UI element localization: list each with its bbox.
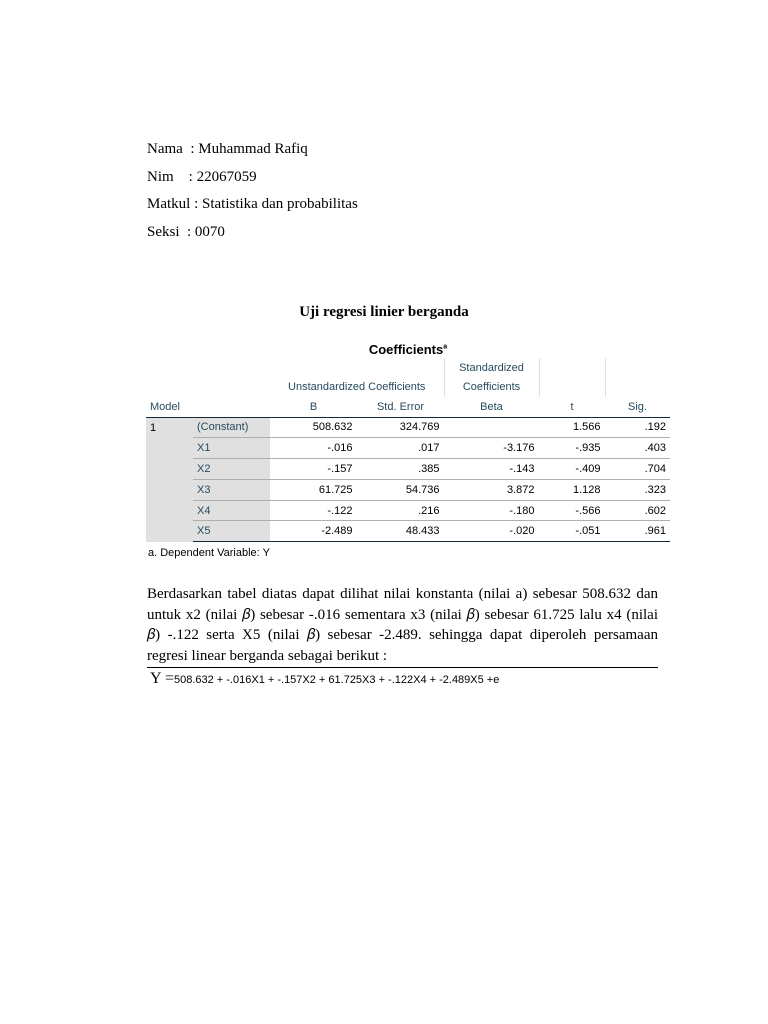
cell-beta: 3.872: [444, 479, 539, 500]
student-info: [147, 136, 358, 246]
cell-b: -.122: [270, 500, 357, 521]
cell-b: -.016: [270, 438, 357, 459]
table-row: [146, 459, 670, 480]
cell-sig: .602: [605, 500, 670, 521]
cell-t: -.051: [539, 521, 605, 542]
cell-se: 48.433: [357, 521, 444, 542]
cell-b: 508.632: [270, 417, 357, 438]
header-row-2: [146, 378, 670, 398]
header-beta: Beta: [444, 397, 539, 417]
header-sig: Sig.: [605, 397, 670, 417]
cell-se: 324.769: [357, 417, 444, 438]
cell-beta: -.020: [444, 521, 539, 542]
cell-b: -.157: [270, 459, 357, 480]
table-title-text: Coefficients: [368, 342, 444, 357]
explanation-paragraph: Berdasarkan tabel diatas dapat dilihat nilai konstanta (nilai a) sebesar 508.632 dan untuk x2 (nilai 𝛽) sebesar -.016 sementara x3 (nilai 𝛽) sebesar 61.725 lalu x4 (nilai 𝛽) -.122 serta X5 (nilai 𝛽) sebesar -2.489. sehingga dapat diperoleh persamaan regresi linear berganda sebagai berikut :: [147, 584, 658, 668]
student-section: Seksi : 0070: [147, 223, 225, 240]
header-t: t: [539, 397, 605, 417]
cell-t: 1.566: [539, 417, 605, 438]
row-name: X3: [193, 479, 270, 500]
model-number: 1: [146, 417, 193, 438]
table-row: [146, 479, 670, 500]
header-standardized-1: Standardized: [444, 358, 539, 378]
row-name: X5: [193, 521, 270, 542]
equation-lhs: Y =: [150, 670, 174, 687]
cell-beta: -.180: [444, 500, 539, 521]
cell-beta: [444, 417, 539, 438]
cell-t: 1.128: [539, 479, 605, 500]
section-title: Uji regresi linier berganda: [299, 304, 469, 320]
header-std-error: Std. Error: [357, 397, 444, 417]
table-title-superscript: a: [443, 343, 448, 351]
cell-t: -.409: [539, 459, 605, 480]
cell-t: -.566: [539, 500, 605, 521]
cell-se: .216: [357, 500, 444, 521]
regression-equation: [150, 670, 499, 688]
table-row: [146, 500, 670, 521]
coefficients-table: [146, 358, 670, 542]
header-row-1: [146, 358, 670, 378]
cell-t: -.935: [539, 438, 605, 459]
student-name: Nama : Muhammad Rafiq: [147, 141, 308, 157]
table-footnote: a. Dependent Variable: Y: [148, 547, 270, 559]
header-standardized-2: Coefficients: [444, 378, 539, 398]
cell-sig: .961: [605, 521, 670, 542]
cell-se: .017: [357, 438, 444, 459]
cell-b: 61.725: [270, 479, 357, 500]
cell-b: -2.489: [270, 521, 357, 542]
table-title: [146, 342, 670, 357]
row-name: X2: [193, 459, 270, 480]
cell-beta: -.143: [444, 459, 539, 480]
row-name: X4: [193, 500, 270, 521]
header-b: B: [270, 397, 357, 417]
header-unstandardized: Unstandardized Coefficients: [270, 378, 444, 398]
header-model: Model: [146, 397, 270, 417]
cell-beta: -3.176: [444, 438, 539, 459]
cell-sig: .403: [605, 438, 670, 459]
cell-se: .385: [357, 459, 444, 480]
table-row: [146, 438, 670, 459]
table-row: [146, 521, 670, 542]
equation-rhs: 508.632 + -.016X1 + -.157X2 + 61.725X3 + -.122X4 + -2.489X5 +e: [173, 674, 500, 686]
student-nim: Nim : 22067059: [147, 168, 257, 185]
cell-se: 54.736: [357, 479, 444, 500]
table-row: [146, 417, 670, 438]
header-row-3: [146, 397, 670, 417]
row-name: (Constant): [193, 417, 270, 438]
cell-sig: .192: [605, 417, 670, 438]
cell-sig: .704: [605, 459, 670, 480]
student-course: Matkul : Statistika dan probabilitas: [147, 196, 358, 212]
row-name: X1: [193, 438, 270, 459]
cell-sig: .323: [605, 479, 670, 500]
